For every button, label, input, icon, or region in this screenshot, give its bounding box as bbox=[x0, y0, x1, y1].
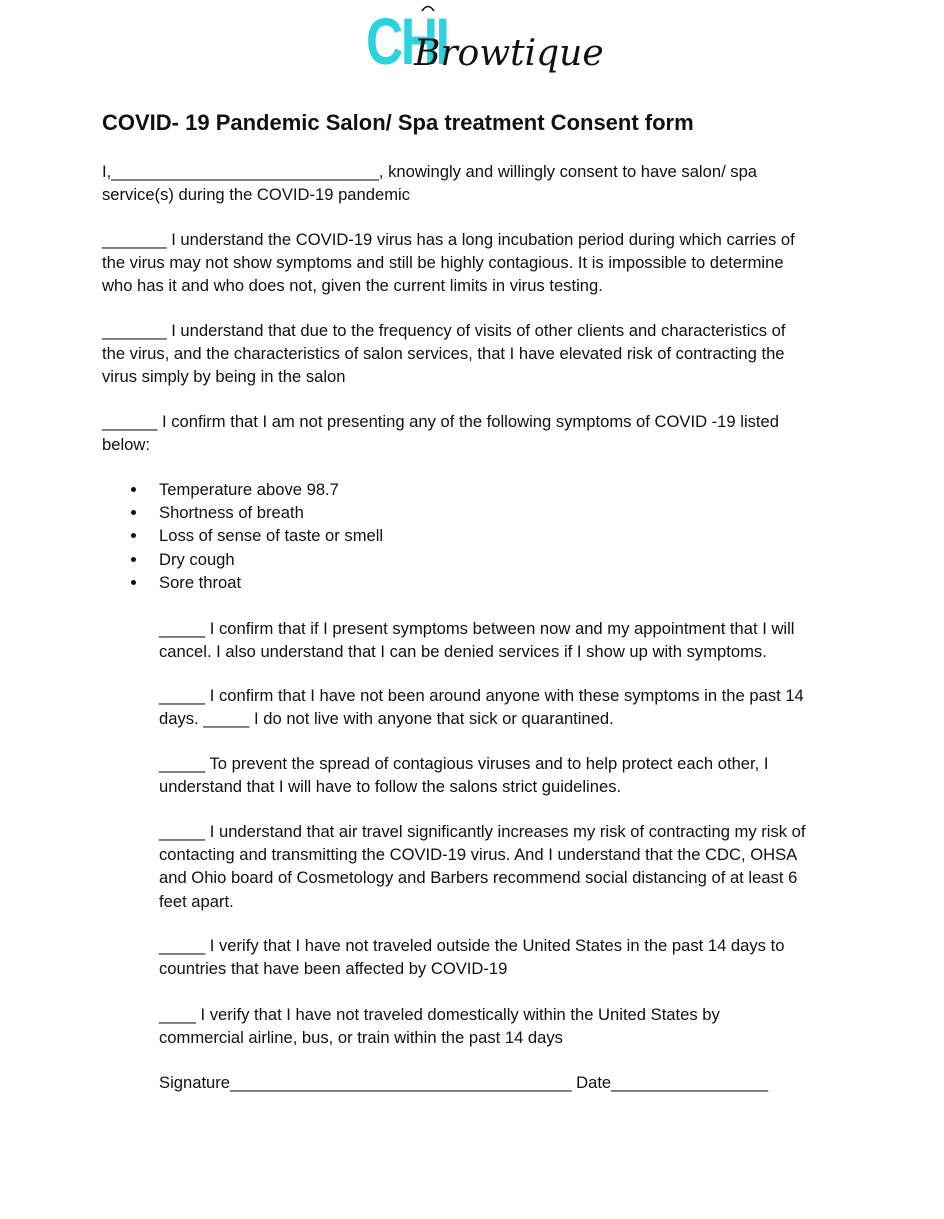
intro-line: service(s) during the COVID-19 pandemic bbox=[102, 185, 411, 205]
chi-browtique-logo bbox=[366, 4, 604, 82]
clause-line: contacting and transmitting the COVID-19 virus. And I understand that the CDC, OHSA bbox=[159, 845, 798, 865]
clause-line: _____ I confirm that I have not been around anyone with these symptoms in the past 14 bbox=[159, 686, 804, 705]
clause-line: _____ I verify that I have not traveled outside the United States in the past 14 days to bbox=[159, 936, 785, 955]
clause-line: feet apart. bbox=[159, 891, 234, 911]
bullet-icon bbox=[131, 557, 136, 562]
symptom-item: Shortness of breath bbox=[128, 501, 383, 524]
clause-line: below: bbox=[102, 435, 150, 455]
symptom-item: Temperature above 98.7 bbox=[128, 478, 383, 501]
clause-line: _____ To prevent the spread of contagious viruses and to help protect each other, I bbox=[159, 754, 769, 773]
symptom-item: Dry cough bbox=[128, 548, 383, 571]
clause-line: _______ I understand that due to the frequency of visits of other clients and characteristics of bbox=[102, 321, 786, 340]
bullet-icon bbox=[131, 580, 136, 585]
form-title: COVID- 19 Pandemic Salon/ Spa treatment Consent form bbox=[102, 110, 694, 135]
clause-line: cancel. I also understand that I can be denied services if I show up with symptoms. bbox=[159, 642, 767, 662]
clause-line: commercial airline, bus, or train within the past 14 days bbox=[159, 1028, 563, 1048]
clause-no-exposure bbox=[159, 684, 804, 730]
clause-international-travel bbox=[159, 934, 784, 980]
intro-paragraph bbox=[102, 160, 757, 206]
clause-line: virus simply by being in the salon bbox=[102, 367, 346, 387]
clause-incubation bbox=[102, 228, 795, 298]
clause-line: countries that have been affected by COVID-19 bbox=[159, 959, 508, 979]
logo-accent-icon bbox=[421, 4, 435, 12]
intro-line: I,_____________________________, knowingly and willingly consent to have salon/ spa bbox=[102, 162, 758, 181]
clause-line: the virus, and the characteristics of salon services, that I have elevated risk of contracting the bbox=[102, 344, 785, 364]
signature-date-line[interactable]: Signature_____________________________________ Date_________________ bbox=[159, 1073, 769, 1092]
clause-line: understand that I will have to follow the salons strict guidelines. bbox=[159, 777, 622, 797]
clause-line: _____ I understand that air travel significantly increases my risk of contracting my risk of bbox=[159, 822, 806, 841]
logo-brand-mark: CHI bbox=[366, 4, 448, 78]
bullet-icon bbox=[131, 510, 136, 515]
clause-line: ______ I confirm that I am not presenting any of the following symptoms of COVID -19 listed bbox=[102, 412, 779, 431]
clause-line: ____ I verify that I have not traveled domestically within the United States by bbox=[159, 1005, 720, 1024]
symptom-item: Sore throat bbox=[128, 571, 383, 594]
clause-line: days. _____ I do not live with anyone that sick or quarantined. bbox=[159, 709, 614, 729]
clause-line: the virus may not show symptoms and still be highly contagious. It is impossible to determine bbox=[102, 253, 784, 273]
clause-line: and Ohio board of Cosmetology and Barbers recommend social distancing of at least 6 bbox=[159, 868, 798, 888]
clause-air-travel bbox=[159, 820, 806, 913]
bullet-icon bbox=[131, 533, 136, 538]
logo-script-word: Browtique bbox=[414, 33, 604, 74]
clause-cancel-if-symptoms bbox=[159, 617, 795, 663]
clause-line: _______ I understand the COVID-19 virus has a long incubation period during which carries of bbox=[102, 230, 795, 249]
bullet-icon bbox=[131, 487, 136, 492]
clause-line: _____ I confirm that if I present symptoms between now and my appointment that I will bbox=[159, 619, 795, 638]
symptom-list bbox=[128, 478, 383, 594]
clause-elevated-risk bbox=[102, 319, 786, 389]
clause-line: who has it and who does not, given the current limits in virus testing. bbox=[102, 276, 603, 296]
clause-no-symptoms bbox=[102, 410, 779, 456]
clause-domestic-travel bbox=[159, 1003, 720, 1049]
symptom-item: Loss of sense of taste or smell bbox=[128, 524, 383, 547]
clause-guidelines bbox=[159, 752, 768, 798]
